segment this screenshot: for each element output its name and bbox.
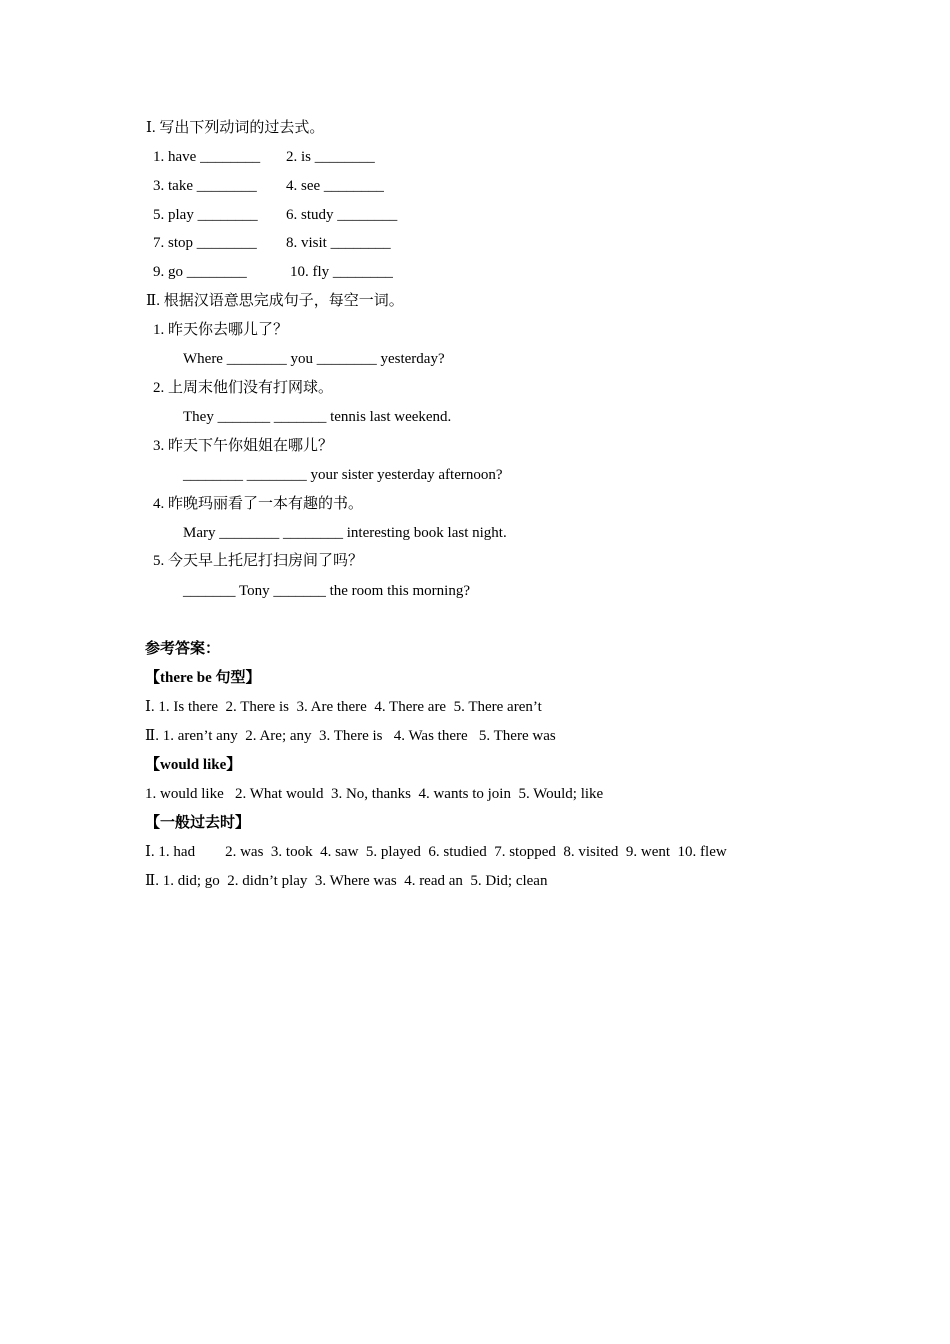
answer-section-header: 【there be 句型】 bbox=[145, 670, 261, 686]
answer-line: Ⅱ. 1. did; go 2. didn’t play 3. Where was 4. read an 5. Did; clean bbox=[145, 873, 548, 889]
verb-item: 5. play ________ bbox=[153, 207, 258, 223]
answers-title: 参考答案： bbox=[145, 641, 221, 657]
answer-line: Ⅰ. 1. Is there 2. There is 3. Are there 4. There are 5. There aren’t bbox=[145, 699, 542, 715]
sentence-english: They _______ _______ tennis last weekend. bbox=[183, 409, 452, 425]
sentence-chinese: 1. 昨天你去哪儿了？ bbox=[153, 322, 289, 338]
sentence-english: _______ Tony _______ the room this morning? bbox=[183, 583, 470, 599]
sentence-chinese: 2. 上周末他们没有打网球。 bbox=[153, 380, 334, 396]
sentence-english: Where ________ you ________ yesterday? bbox=[183, 351, 445, 367]
verb-item: 3. take ________ bbox=[153, 178, 257, 194]
answer-line: Ⅰ. 1. had 2. was 3. took 4. saw 5. played 6. studied 7. stopped 8. visited 9. went 10. flew bbox=[145, 844, 727, 860]
verb-item: 7. stop ________ bbox=[153, 235, 257, 251]
verb-item: 10. fly ________ bbox=[290, 264, 393, 280]
verb-item: 2. is ________ bbox=[286, 149, 375, 165]
sentence-english: Mary ________ ________ interesting book last night. bbox=[183, 525, 507, 541]
sentence-chinese: 4. 昨晚玛丽看了一本有趣的书。 bbox=[153, 496, 364, 512]
answer-line: Ⅱ. 1. aren’t any 2. Are; any 3. There is 4. Was there 5. There was bbox=[145, 728, 556, 744]
verb-item: 6. study ________ bbox=[286, 207, 398, 223]
answer-section-header: 【would like】 bbox=[145, 757, 242, 773]
part1-heading: Ⅰ. 写出下列动词的过去式。 bbox=[146, 120, 325, 136]
answer-line: 1. would like 2. What would 3. No, thanks 4. wants to join 5. Would; like bbox=[145, 786, 604, 802]
answer-section-header: 【一般过去时】 bbox=[145, 815, 251, 831]
verb-item: 8. visit ________ bbox=[286, 235, 391, 251]
part2-heading: Ⅱ. 根据汉语意思完成句子，每空一词。 bbox=[146, 293, 404, 309]
verb-item: 4. see ________ bbox=[286, 178, 384, 194]
verb-item: 9. go ________ bbox=[153, 264, 247, 280]
verb-item: 1. have ________ bbox=[153, 149, 261, 165]
sentence-chinese: 3. 昨天下午你姐姐在哪儿？ bbox=[153, 438, 334, 454]
sentence-english: ________ ________ your sister yesterday afternoon? bbox=[183, 467, 503, 483]
sentence-chinese: 5. 今天早上托尼打扫房间了吗？ bbox=[153, 553, 364, 569]
